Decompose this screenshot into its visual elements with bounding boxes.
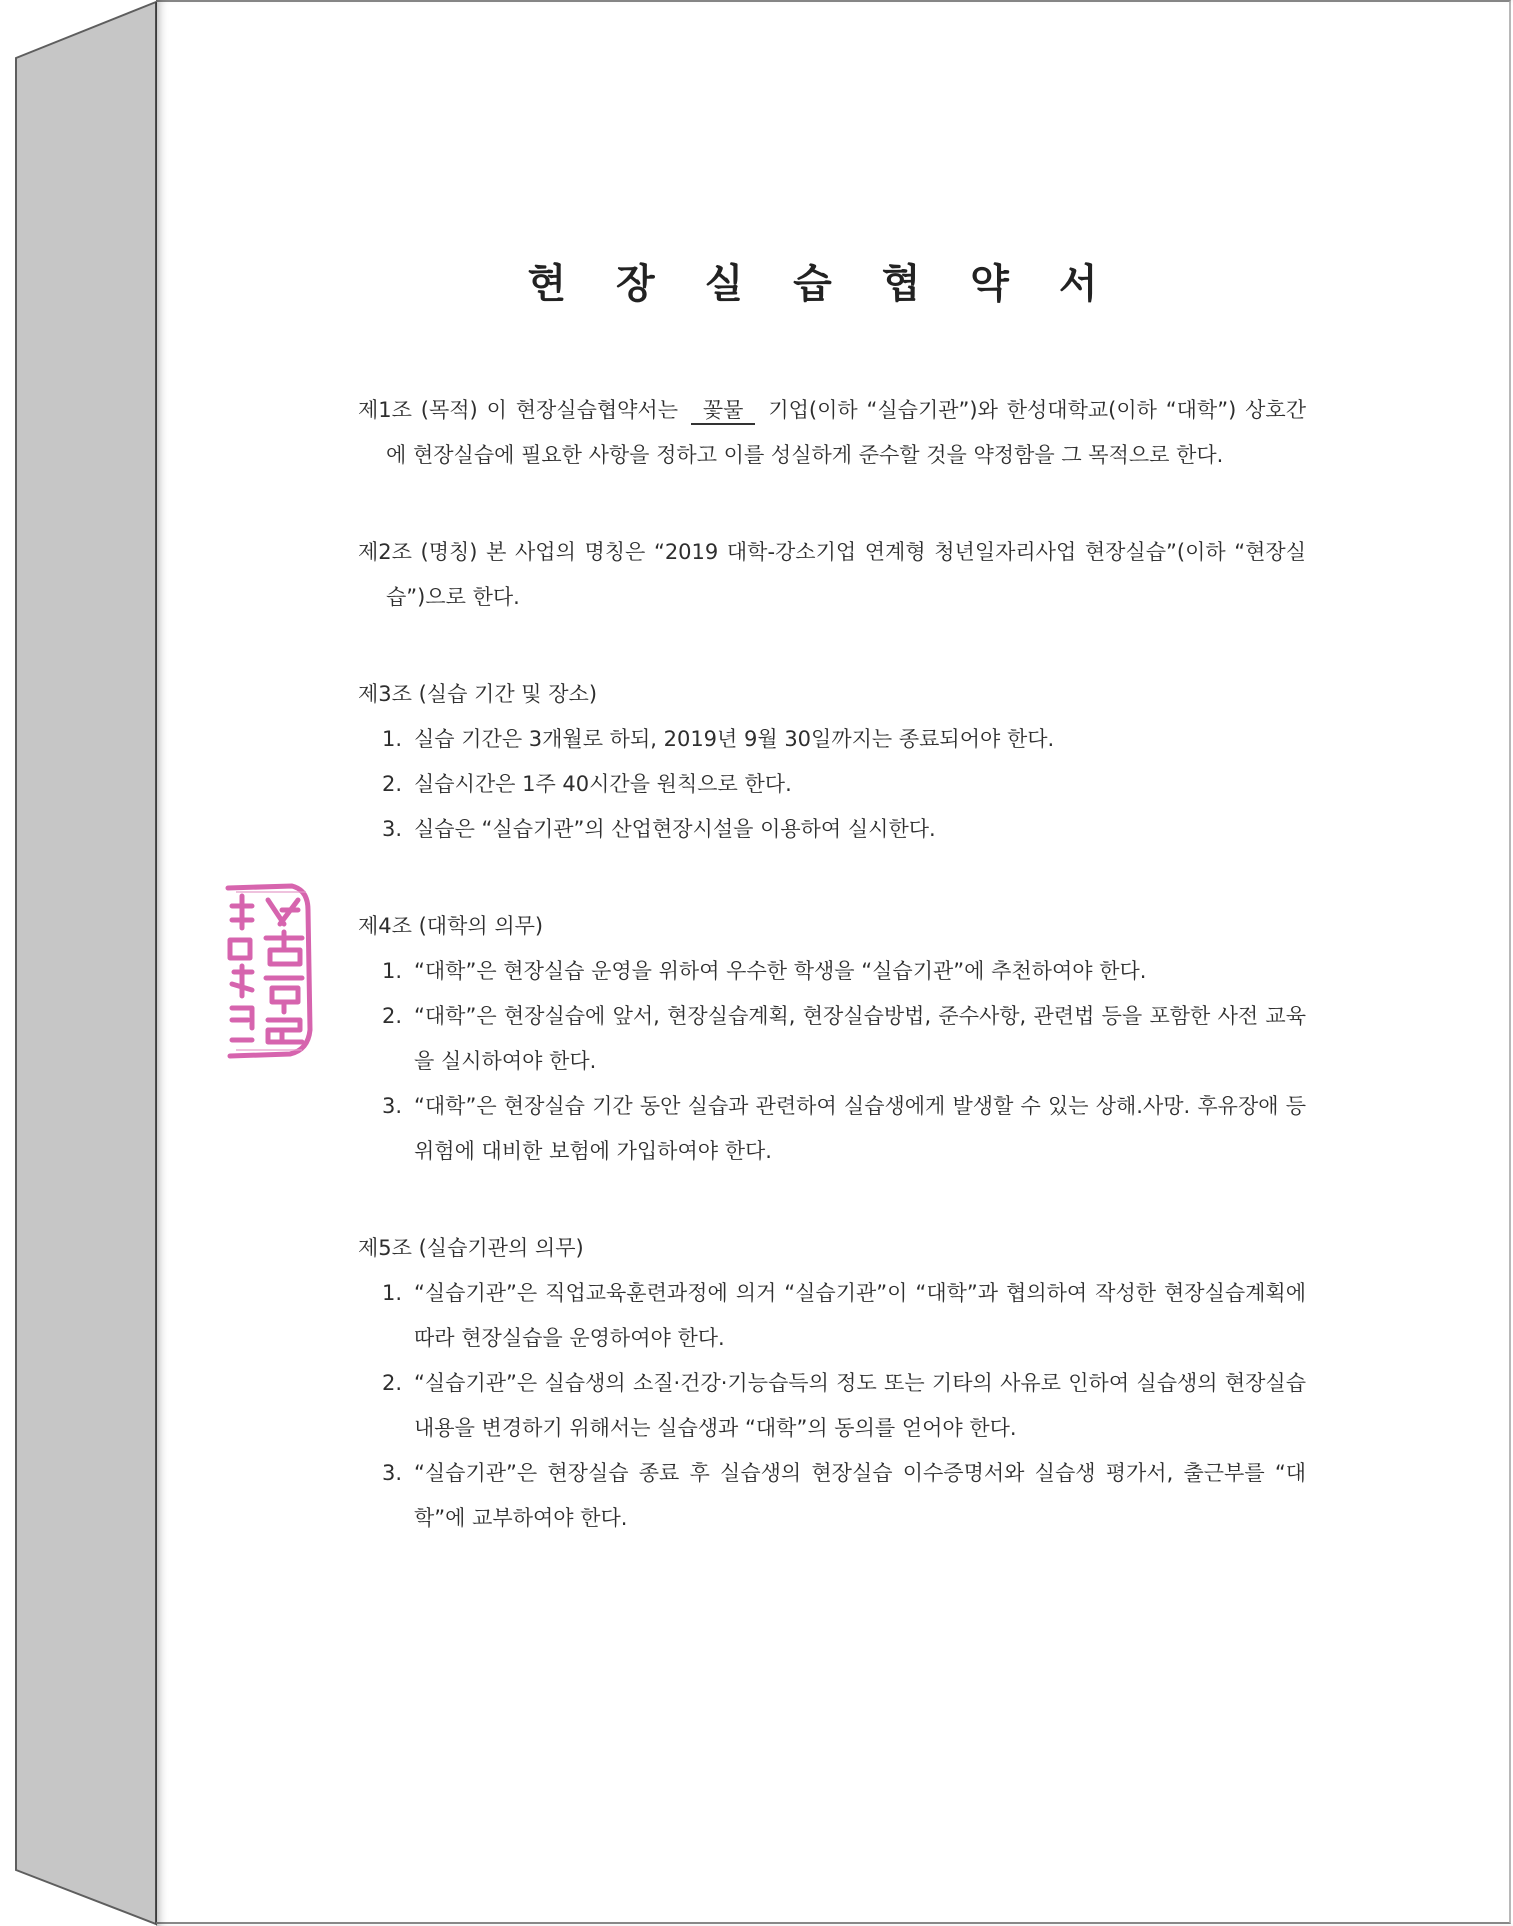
article-2 [358, 530, 1306, 620]
list-item [358, 994, 1306, 1084]
list-item [358, 717, 1306, 762]
document-body [358, 388, 1306, 1593]
article-5-list [358, 1271, 1306, 1541]
list-item-text: “대학”은 현장실습 기간 동안 실습과 관련하여 실습생에게 발생할 수 있는 상해.사망. 후유장애 등 위험에 대비한 보험에 가입하여야 한다. [414, 1094, 1306, 1163]
article-1-text-before: 제1조 (목적) 이 현장실습협약서는 [358, 398, 679, 422]
list-item [358, 762, 1306, 807]
article-1 [358, 388, 1306, 478]
list-item [358, 949, 1306, 994]
article-1-text-after: 기업(이하 “실습기관”)와 한성대학교(이하 “대학”) 상호간에 현장실습에 필요한 사항을 정하고 이를 성실하게 준수할 것을 약정함을 그 목적으로 한다. [386, 398, 1306, 467]
article-3 [358, 672, 1306, 852]
list-item-text: “대학”은 현장실습 운영을 위하여 우수한 학생을 “실습기관”에 추천하여야 한다. [414, 959, 1147, 983]
article-4-list [358, 949, 1306, 1174]
list-item-text: 실습시간은 1주 40시간을 원칙으로 한다. [414, 772, 792, 796]
article-5-heading: 제5조 (실습기관의 의무) [358, 1236, 584, 1260]
list-item-text: “실습기관”은 실습생의 소질·건강·기능습득의 정도 또는 기타의 사유로 인하여 실습생의 현장실습내용을 변경하기 위해서는 실습생과 “대학”의 동의를 얻어야 한다. [414, 1371, 1306, 1440]
article-5 [358, 1226, 1306, 1541]
article-3-heading: 제3조 (실습 기간 및 장소) [358, 682, 598, 706]
list-item-number: 3. [382, 1461, 403, 1485]
list-item-number: 3. [382, 1094, 403, 1118]
seal-stamp-icon [222, 880, 314, 1060]
list-item-number: 2. [382, 1371, 403, 1395]
list-item-text: 실습은 “실습기관”의 산업현장시설을 이용하여 실시한다. [414, 817, 936, 841]
document-title: 현 장 실 습 협 약 서 [527, 261, 1116, 307]
list-item-text: 실습 기간은 3개월로 하되, 2019년 9월 30일까지는 종료되어야 한다. [414, 727, 1055, 751]
list-item [358, 1271, 1306, 1361]
list-item [358, 1084, 1306, 1174]
company-name: 꽃물 [691, 397, 756, 425]
list-item-number: 1. [382, 727, 403, 751]
list-item-text: “실습기관”은 직업교육훈련과정에 의거 “실습기관”이 “대학”과 협의하여 작성한 현장실습계획에 따라 현장실습을 운영하여야 한다. [414, 1281, 1306, 1350]
article-1-text [358, 388, 1306, 478]
article-4 [358, 904, 1306, 1174]
list-item [358, 1451, 1306, 1541]
list-item-number: 1. [382, 959, 403, 983]
list-item-text: “대학”은 현장실습에 앞서, 현장실습계획, 현장실습방법, 준수사항, 관련법 등을 포함한 사전 교육을 실시하여야 한다. [414, 1004, 1306, 1073]
list-item-number: 2. [382, 772, 403, 796]
list-item-number: 1. [382, 1281, 403, 1305]
list-item [358, 807, 1306, 852]
article-2-text: 제2조 (명칭) 본 사업의 명칭은 “2019 대학-강소기업 연계형 청년일자리사업 현장실습”(이하 “현장실습”)으로 한다. [358, 540, 1306, 609]
list-item-text: “실습기관”은 현장실습 종료 후 실습생의 현장실습 이수증명서와 실습생 평가서, 출근부를 “대학”에 교부하여야 한다. [414, 1461, 1306, 1530]
list-item [358, 1361, 1306, 1451]
list-item-number: 3. [382, 817, 403, 841]
list-item-number: 2. [382, 1004, 403, 1028]
article-3-list [358, 717, 1306, 852]
article-4-heading: 제4조 (대학의 의무) [358, 914, 544, 938]
